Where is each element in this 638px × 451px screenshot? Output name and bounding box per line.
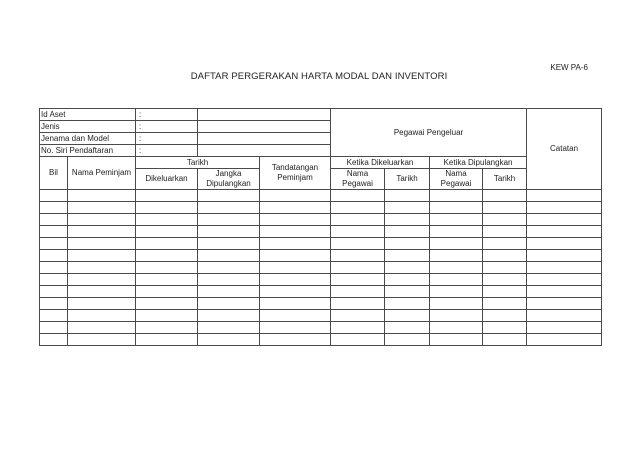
table-cell[interactable]	[260, 202, 331, 214]
table-cell[interactable]	[527, 298, 602, 310]
table-cell[interactable]	[527, 214, 602, 226]
table-cell[interactable]	[385, 298, 430, 310]
table-cell[interactable]	[260, 274, 331, 286]
table-cell[interactable]	[527, 334, 602, 346]
table-cell[interactable]	[136, 190, 198, 202]
table-cell[interactable]	[198, 298, 260, 310]
table-cell[interactable]	[68, 334, 136, 346]
table-cell[interactable]	[68, 298, 136, 310]
asset-movement-table	[39, 108, 602, 346]
table-cell[interactable]	[385, 262, 430, 274]
table-cell[interactable]	[430, 190, 483, 202]
table-cell[interactable]	[68, 202, 136, 214]
info-value-jenama-model[interactable]	[198, 133, 331, 145]
table-cell[interactable]	[136, 202, 198, 214]
bil-header: Bil	[40, 157, 68, 190]
table-cell[interactable]	[136, 250, 198, 262]
table-cell[interactable]	[331, 262, 385, 274]
table-cell[interactable]	[198, 190, 260, 202]
table-cell[interactable]	[331, 274, 385, 286]
table-row	[40, 262, 602, 274]
table-cell[interactable]	[68, 322, 136, 334]
table-cell[interactable]	[198, 310, 260, 322]
table-row	[40, 334, 602, 346]
table-row	[40, 286, 602, 298]
table-row	[40, 310, 602, 322]
table-cell[interactable]	[40, 250, 68, 262]
dikeluarkan-header: Dikeluarkan	[136, 169, 198, 190]
info-sep: :	[136, 145, 198, 157]
table-cell[interactable]	[40, 238, 68, 250]
table-cell[interactable]	[40, 334, 68, 346]
table-cell[interactable]	[136, 310, 198, 322]
nama-peminjam-header: Nama Peminjam	[68, 157, 136, 190]
nama-pegawai-header: Nama Pegawai	[430, 169, 483, 190]
table-cell[interactable]	[260, 250, 331, 262]
table-cell[interactable]	[198, 262, 260, 274]
table-cell[interactable]	[136, 238, 198, 250]
table-cell[interactable]	[385, 310, 430, 322]
info-label-jenama-model: Jenama dan Model	[40, 133, 136, 145]
table-cell[interactable]	[260, 190, 331, 202]
info-value-no-siri[interactable]	[198, 145, 331, 157]
table-cell[interactable]	[260, 226, 331, 238]
table-cell[interactable]	[198, 334, 260, 346]
catatan-header: Catatan	[527, 109, 602, 190]
table-row	[40, 226, 602, 238]
table-cell[interactable]	[40, 310, 68, 322]
table-cell[interactable]	[68, 310, 136, 322]
table-cell[interactable]	[40, 274, 68, 286]
table-cell[interactable]	[68, 274, 136, 286]
table-cell[interactable]	[527, 286, 602, 298]
table-cell[interactable]	[385, 202, 430, 214]
table-cell[interactable]	[198, 214, 260, 226]
table-cell[interactable]	[385, 322, 430, 334]
table-cell[interactable]	[430, 262, 483, 274]
table-cell[interactable]	[430, 214, 483, 226]
table-cell[interactable]	[331, 202, 385, 214]
table-row	[40, 214, 602, 226]
table-cell[interactable]	[136, 334, 198, 346]
table-cell[interactable]	[331, 190, 385, 202]
info-sep: :	[136, 133, 198, 145]
table-cell[interactable]	[68, 262, 136, 274]
table-cell[interactable]	[483, 262, 527, 274]
ketika-dipulangkan-header: Ketika Dipulangkan	[430, 157, 527, 169]
table-row	[40, 298, 602, 310]
table-cell[interactable]	[260, 334, 331, 346]
table-cell[interactable]	[385, 334, 430, 346]
table-cell[interactable]	[331, 250, 385, 262]
table-cell[interactable]	[430, 202, 483, 214]
table-cell[interactable]	[198, 202, 260, 214]
tarikh-header: Tarikh	[136, 157, 260, 169]
table-cell[interactable]	[483, 226, 527, 238]
table-cell[interactable]	[331, 226, 385, 238]
table-row	[40, 238, 602, 250]
table-cell[interactable]	[68, 214, 136, 226]
table-cell[interactable]	[136, 298, 198, 310]
info-sep: :	[136, 109, 198, 121]
table-cell[interactable]	[40, 214, 68, 226]
table-cell[interactable]	[385, 286, 430, 298]
table-cell[interactable]	[40, 226, 68, 238]
table-cell[interactable]	[136, 262, 198, 274]
table-cell[interactable]	[136, 226, 198, 238]
table-cell[interactable]	[483, 334, 527, 346]
table-cell[interactable]	[430, 322, 483, 334]
table-cell[interactable]	[527, 238, 602, 250]
table-cell[interactable]	[430, 274, 483, 286]
page-title: DAFTAR PERGERAKAN HARTA MODAL DAN INVENTORI	[190, 71, 448, 82]
table-row	[40, 190, 602, 202]
table-cell[interactable]	[136, 214, 198, 226]
table-cell[interactable]	[483, 238, 527, 250]
table-cell[interactable]	[331, 238, 385, 250]
info-value-id-aset[interactable]	[198, 109, 331, 121]
table-cell[interactable]	[331, 286, 385, 298]
table-cell[interactable]	[198, 322, 260, 334]
table-cell[interactable]	[430, 310, 483, 322]
table-cell[interactable]	[483, 250, 527, 262]
table-cell[interactable]	[260, 286, 331, 298]
table-cell[interactable]	[68, 238, 136, 250]
table-cell[interactable]	[483, 286, 527, 298]
table-cell[interactable]	[136, 322, 198, 334]
table-cell[interactable]	[40, 322, 68, 334]
table-cell[interactable]	[40, 202, 68, 214]
pegawai-pengeluar-header: Pegawai Pengeluar	[331, 109, 527, 157]
table-cell[interactable]	[483, 190, 527, 202]
table-cell[interactable]	[385, 250, 430, 262]
table-cell[interactable]	[331, 322, 385, 334]
table-cell[interactable]	[527, 322, 602, 334]
table-row	[40, 322, 602, 334]
table-cell[interactable]	[260, 322, 331, 334]
info-label-no-siri: No. Siri Pendaftaran	[40, 145, 136, 157]
table-cell[interactable]	[430, 298, 483, 310]
table-cell[interactable]	[430, 286, 483, 298]
table-cell[interactable]	[527, 202, 602, 214]
tandatangan-peminjam-header: Tandatangan Peminjam	[260, 157, 331, 190]
table-cell[interactable]	[136, 274, 198, 286]
table-cell[interactable]	[385, 214, 430, 226]
table-cell[interactable]	[385, 226, 430, 238]
tarikh-pulang-header: Tarikh	[483, 169, 527, 190]
table-cell[interactable]	[331, 214, 385, 226]
table-cell[interactable]	[483, 310, 527, 322]
table-cell[interactable]	[430, 334, 483, 346]
tarikh-keluar-header: Tarikh	[385, 169, 430, 190]
info-label-jenis: Jenis	[40, 121, 136, 133]
table-cell[interactable]	[198, 286, 260, 298]
table-cell[interactable]	[385, 190, 430, 202]
table-cell[interactable]	[40, 262, 68, 274]
table-cell[interactable]	[68, 190, 136, 202]
table-cell[interactable]	[260, 310, 331, 322]
table-cell[interactable]	[40, 286, 68, 298]
table-cell[interactable]	[483, 274, 527, 286]
table-cell[interactable]	[198, 274, 260, 286]
table-cell[interactable]	[430, 226, 483, 238]
form-code: KEW PA-6	[550, 63, 588, 72]
table-cell[interactable]	[331, 298, 385, 310]
table-cell[interactable]	[385, 274, 430, 286]
table-cell[interactable]	[260, 238, 331, 250]
table-cell[interactable]	[527, 310, 602, 322]
table-cell[interactable]	[483, 298, 527, 310]
table-cell[interactable]	[527, 226, 602, 238]
table-cell[interactable]	[198, 226, 260, 238]
table-cell[interactable]	[527, 190, 602, 202]
table-row	[40, 202, 602, 214]
table-row	[40, 250, 602, 262]
table-cell[interactable]	[40, 190, 68, 202]
table-row	[40, 274, 602, 286]
table-cell[interactable]	[198, 250, 260, 262]
info-sep: :	[136, 121, 198, 133]
table-cell[interactable]	[68, 250, 136, 262]
table-cell[interactable]	[260, 298, 331, 310]
table-cell[interactable]	[68, 286, 136, 298]
table-cell[interactable]	[68, 226, 136, 238]
jangka-dipulangkan-header: Jangka Dipulangkan	[198, 169, 260, 190]
table-cell[interactable]	[260, 262, 331, 274]
table-cell[interactable]	[527, 250, 602, 262]
table-cell[interactable]	[40, 298, 68, 310]
table-cell[interactable]	[483, 214, 527, 226]
table-cell[interactable]	[136, 286, 198, 298]
ketika-dikeluarkan-header: Ketika Dikeluarkan	[331, 157, 430, 169]
table-cell[interactable]	[331, 334, 385, 346]
table-cell[interactable]	[260, 214, 331, 226]
table-cell[interactable]	[385, 238, 430, 250]
table-cell[interactable]	[483, 322, 527, 334]
table-cell[interactable]	[527, 262, 602, 274]
table-cell[interactable]	[527, 274, 602, 286]
info-label-id-aset: Id Aset	[40, 109, 136, 121]
table-cell[interactable]	[198, 238, 260, 250]
nama-pegawai-header: Nama Pegawai	[331, 169, 385, 190]
table-cell[interactable]	[430, 250, 483, 262]
info-value-jenis[interactable]	[198, 121, 331, 133]
table-cell[interactable]	[430, 238, 483, 250]
table-cell[interactable]	[331, 310, 385, 322]
table-cell[interactable]	[483, 202, 527, 214]
